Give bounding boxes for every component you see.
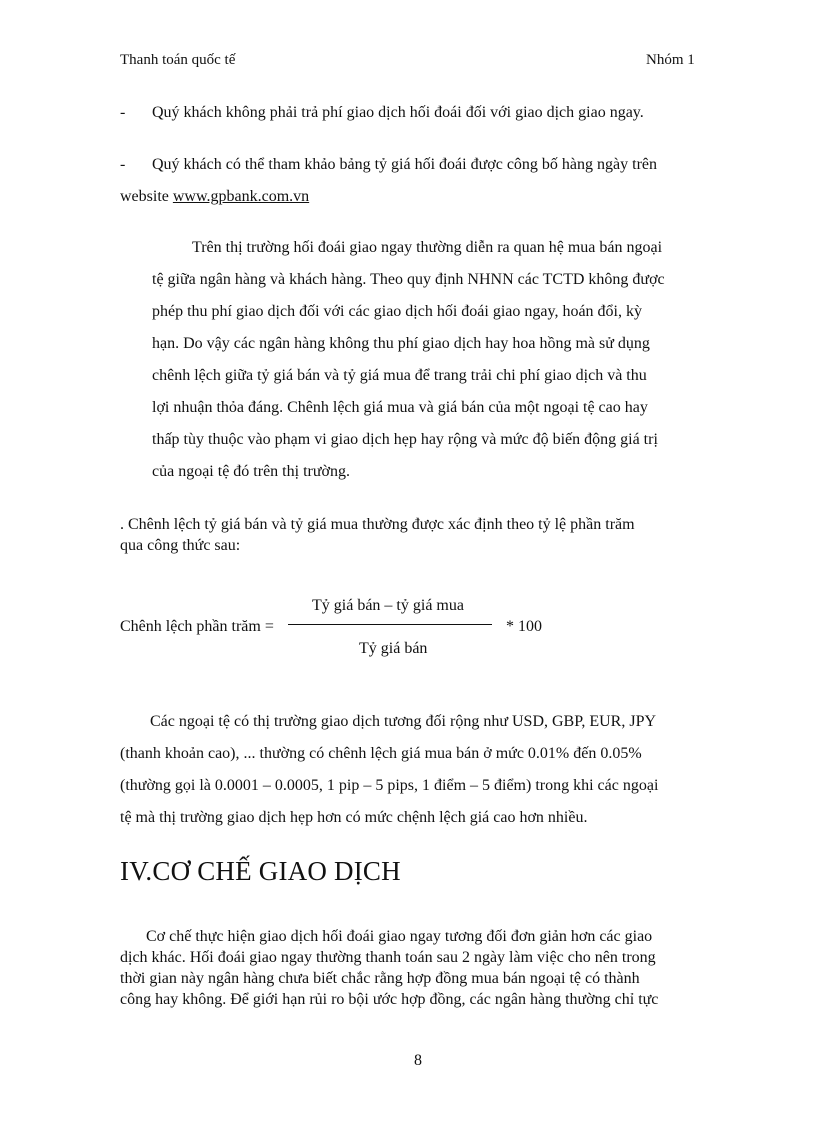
formula-intro-line: qua công thức sau: bbox=[120, 537, 241, 554]
bullet-text-2: Quý khách có thể tham khảo bảng tỷ giá hối đoái được công bố hàng ngày trên bbox=[152, 156, 657, 173]
formula-intro bbox=[120, 514, 635, 556]
para-line: chênh lệch giữa tỷ giá bán và tỷ giá mua để trang trải chi phí giao dịch và thu bbox=[152, 367, 647, 384]
bullet-text-1: Quý khách không phải trả phí giao dịch hối đoái đối với giao dịch giao ngay. bbox=[152, 104, 644, 121]
mechanism-line: công hay không. Để giới hạn rủi ro bội ước hợp đồng, các ngân hàng thường chỉ tực bbox=[120, 991, 659, 1008]
formula-numerator: Tỷ giá bán – tỷ giá mua bbox=[312, 597, 464, 614]
header-title: Thanh toán quốc tế bbox=[120, 52, 236, 68]
mechanism-line: thời gian này ngân hàng chưa biết chắc rằng hợp đồng mua bán ngoại tệ có thành bbox=[120, 970, 640, 987]
currency-line: tệ mà thị trường giao dịch hẹp hơn có mức chệnh lệch giá cao hơn nhiều. bbox=[120, 809, 588, 826]
header-group: Nhóm 1 bbox=[646, 52, 695, 68]
website-line bbox=[120, 188, 309, 206]
para-line: thấp tùy thuộc vào phạm vi giao dịch hẹp hay rộng và mức độ biến động giá trị bbox=[152, 431, 658, 448]
formula-intro-line: . Chênh lệch tỷ giá bán và tỷ giá mua thường được xác định theo tỷ lệ phần trăm bbox=[120, 516, 635, 533]
formula-multiplier: * 100 bbox=[506, 618, 542, 635]
currency-paragraph bbox=[120, 706, 658, 834]
website-link[interactable]: www.gpbank.com.vn bbox=[172, 188, 310, 205]
formula-denominator: Tỷ giá bán bbox=[359, 640, 428, 657]
currency-line: (thường gọi là 0.0001 – 0.0005, 1 pip – 5 pips, 1 điểm – 5 điểm) trong khi các ngoại bbox=[120, 777, 659, 794]
para-line: lợi nhuận thỏa đáng. Chênh lệch giá mua và giá bán của một ngoại tệ cao hay bbox=[152, 399, 648, 416]
mechanism-line: dịch khác. Hối đoái giao ngay thường thanh toán sau 2 ngày làm việc cho nên trong bbox=[120, 949, 656, 966]
bullet-dash-1: - bbox=[120, 104, 126, 121]
currency-line: Các ngoại tệ có thị trường giao dịch tương đối rộng như USD, GBP, EUR, JPY bbox=[150, 713, 657, 730]
website-prefix: website bbox=[120, 188, 173, 205]
mechanism-paragraph bbox=[120, 926, 658, 1010]
fraction-bar bbox=[288, 624, 492, 625]
para-line: hạn. Do vậy các ngân hàng không thu phí giao dịch hay hoa hồng mà sử dụng bbox=[152, 335, 650, 352]
indented-paragraph bbox=[152, 232, 665, 488]
section-heading: IV.CƠ CHẾ GIAO DỊCH bbox=[120, 856, 401, 886]
bullet-dash-2: - bbox=[120, 156, 126, 173]
para-line: của ngoại tệ đó trên thị trường. bbox=[152, 463, 350, 480]
page-number: 8 bbox=[414, 1052, 422, 1069]
currency-line: (thanh khoản cao), ... thường có chênh lệch giá mua bán ở mức 0.01% đến 0.05% bbox=[120, 745, 642, 762]
para-line: Trên thị trường hối đoái giao ngay thường diễn ra quan hệ mua bán ngoại bbox=[192, 239, 663, 256]
para-line: tệ giữa ngân hàng và khách hàng. Theo quy định NHNN các TCTD không được bbox=[152, 271, 665, 288]
formula-label: Chênh lệch phần trăm = bbox=[120, 618, 274, 635]
mechanism-line: Cơ chế thực hiện giao dịch hối đoái giao ngay tương đối đơn giản hơn các giao bbox=[146, 928, 653, 945]
para-line: phép thu phí giao dịch đối với các giao dịch hối đoái giao ngay, hoán đổi, kỳ bbox=[152, 303, 642, 320]
